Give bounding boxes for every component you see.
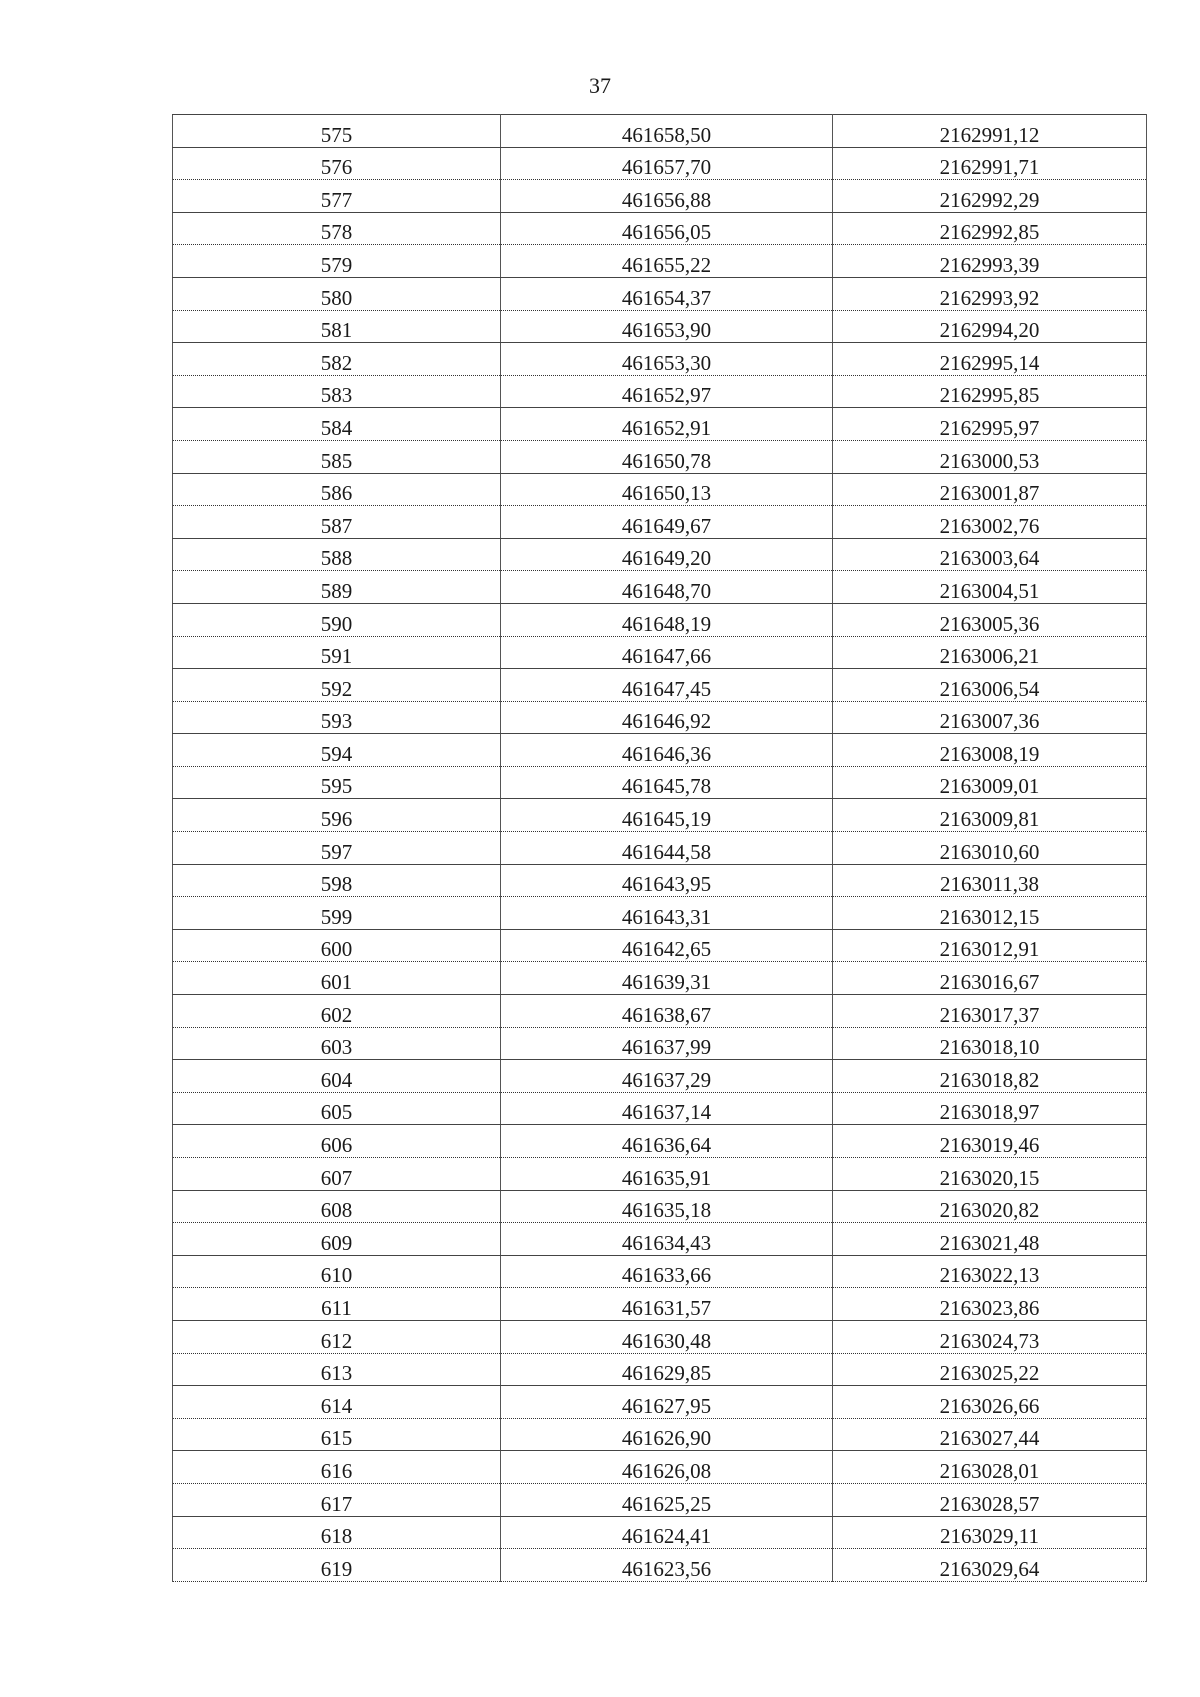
table-row [173, 343, 1147, 376]
x-coordinate-cell: 461649,20 [501, 538, 833, 571]
x-coordinate-cell: 461647,45 [501, 669, 833, 702]
table-row [173, 995, 1147, 1028]
point-number-cell: 617 [173, 1483, 501, 1516]
x-coordinate-cell: 461623,56 [501, 1549, 833, 1582]
x-coordinate-cell: 461635,18 [501, 1190, 833, 1223]
table-row [173, 1353, 1147, 1386]
table-row [173, 1549, 1147, 1582]
table-row [173, 1092, 1147, 1125]
point-number-cell: 609 [173, 1223, 501, 1256]
x-coordinate-cell: 461626,90 [501, 1418, 833, 1451]
y-coordinate-cell: 2163012,91 [833, 929, 1147, 962]
table-row [173, 1158, 1147, 1191]
y-coordinate-cell: 2163018,10 [833, 1027, 1147, 1060]
x-coordinate-cell: 461629,85 [501, 1353, 833, 1386]
x-coordinate-cell: 461648,70 [501, 571, 833, 604]
y-coordinate-cell: 2163008,19 [833, 734, 1147, 767]
y-coordinate-cell: 2162992,85 [833, 212, 1147, 245]
y-coordinate-cell: 2162991,71 [833, 147, 1147, 180]
point-number-cell: 582 [173, 343, 501, 376]
x-coordinate-cell: 461647,66 [501, 636, 833, 669]
y-coordinate-cell: 2163003,64 [833, 538, 1147, 571]
x-coordinate-cell: 461644,58 [501, 832, 833, 865]
table-row [173, 603, 1147, 636]
table-row [173, 1255, 1147, 1288]
x-coordinate-cell: 461642,65 [501, 929, 833, 962]
table-row [173, 212, 1147, 245]
y-coordinate-cell: 2162995,85 [833, 375, 1147, 408]
x-coordinate-cell: 461643,31 [501, 897, 833, 930]
x-coordinate-cell: 461646,36 [501, 734, 833, 767]
point-number-cell: 600 [173, 929, 501, 962]
y-coordinate-cell: 2163000,53 [833, 440, 1147, 473]
table-row [173, 180, 1147, 213]
point-number-cell: 613 [173, 1353, 501, 1386]
x-coordinate-cell: 461652,91 [501, 408, 833, 441]
x-coordinate-cell: 461631,57 [501, 1288, 833, 1321]
y-coordinate-cell: 2162994,20 [833, 310, 1147, 343]
table-row [173, 277, 1147, 310]
point-number-cell: 603 [173, 1027, 501, 1060]
table-row [173, 1451, 1147, 1484]
point-number-cell: 576 [173, 147, 501, 180]
point-number-cell: 593 [173, 701, 501, 734]
point-number-cell: 583 [173, 375, 501, 408]
table-row [173, 473, 1147, 506]
point-number-cell: 598 [173, 864, 501, 897]
x-coordinate-cell: 461633,66 [501, 1255, 833, 1288]
table-row [173, 408, 1147, 441]
x-coordinate-cell: 461645,19 [501, 799, 833, 832]
y-coordinate-cell: 2163021,48 [833, 1223, 1147, 1256]
coordinates-table [172, 114, 1147, 1582]
coordinates-table-body [173, 115, 1147, 1582]
x-coordinate-cell: 461630,48 [501, 1320, 833, 1353]
x-coordinate-cell: 461626,08 [501, 1451, 833, 1484]
point-number-cell: 607 [173, 1158, 501, 1191]
x-coordinate-cell: 461652,97 [501, 375, 833, 408]
table-row [173, 245, 1147, 278]
x-coordinate-cell: 461653,30 [501, 343, 833, 376]
x-coordinate-cell: 461637,14 [501, 1092, 833, 1125]
y-coordinate-cell: 2163001,87 [833, 473, 1147, 506]
table-row [173, 1125, 1147, 1158]
point-number-cell: 588 [173, 538, 501, 571]
x-coordinate-cell: 461627,95 [501, 1386, 833, 1419]
point-number-cell: 578 [173, 212, 501, 245]
x-coordinate-cell: 461634,43 [501, 1223, 833, 1256]
x-coordinate-cell: 461624,41 [501, 1516, 833, 1549]
y-coordinate-cell: 2163007,36 [833, 701, 1147, 734]
x-coordinate-cell: 461637,29 [501, 1060, 833, 1093]
y-coordinate-cell: 2163010,60 [833, 832, 1147, 865]
y-coordinate-cell: 2162993,92 [833, 277, 1147, 310]
y-coordinate-cell: 2163017,37 [833, 995, 1147, 1028]
y-coordinate-cell: 2162995,97 [833, 408, 1147, 441]
table-row [173, 1288, 1147, 1321]
point-number-cell: 605 [173, 1092, 501, 1125]
table-row [173, 929, 1147, 962]
table-row [173, 1060, 1147, 1093]
point-number-cell: 619 [173, 1549, 501, 1582]
y-coordinate-cell: 2163024,73 [833, 1320, 1147, 1353]
point-number-cell: 602 [173, 995, 501, 1028]
table-row [173, 571, 1147, 604]
y-coordinate-cell: 2163004,51 [833, 571, 1147, 604]
point-number-cell: 604 [173, 1060, 501, 1093]
table-row [173, 440, 1147, 473]
y-coordinate-cell: 2163020,15 [833, 1158, 1147, 1191]
x-coordinate-cell: 461635,91 [501, 1158, 833, 1191]
y-coordinate-cell: 2163011,38 [833, 864, 1147, 897]
point-number-cell: 580 [173, 277, 501, 310]
point-number-cell: 587 [173, 506, 501, 539]
y-coordinate-cell: 2162995,14 [833, 343, 1147, 376]
point-number-cell: 575 [173, 115, 501, 148]
point-number-cell: 615 [173, 1418, 501, 1451]
x-coordinate-cell: 461658,50 [501, 115, 833, 148]
point-number-cell: 614 [173, 1386, 501, 1419]
table-row [173, 1223, 1147, 1256]
x-coordinate-cell: 461654,37 [501, 277, 833, 310]
table-row [173, 147, 1147, 180]
y-coordinate-cell: 2163018,97 [833, 1092, 1147, 1125]
table-row [173, 1386, 1147, 1419]
table-row [173, 506, 1147, 539]
table-row [173, 1190, 1147, 1223]
point-number-cell: 586 [173, 473, 501, 506]
table-row [173, 1320, 1147, 1353]
table-row [173, 538, 1147, 571]
x-coordinate-cell: 461639,31 [501, 962, 833, 995]
x-coordinate-cell: 461656,88 [501, 180, 833, 213]
y-coordinate-cell: 2163028,57 [833, 1483, 1147, 1516]
table-row [173, 1418, 1147, 1451]
table-row [173, 636, 1147, 669]
x-coordinate-cell: 461645,78 [501, 766, 833, 799]
y-coordinate-cell: 2163023,86 [833, 1288, 1147, 1321]
y-coordinate-cell: 2163005,36 [833, 603, 1147, 636]
x-coordinate-cell: 461646,92 [501, 701, 833, 734]
y-coordinate-cell: 2162992,29 [833, 180, 1147, 213]
table-row [173, 962, 1147, 995]
x-coordinate-cell: 461655,22 [501, 245, 833, 278]
point-number-cell: 599 [173, 897, 501, 930]
x-coordinate-cell: 461638,67 [501, 995, 833, 1028]
table-row [173, 115, 1147, 148]
point-number-cell: 594 [173, 734, 501, 767]
x-coordinate-cell: 461653,90 [501, 310, 833, 343]
point-number-cell: 577 [173, 180, 501, 213]
y-coordinate-cell: 2163016,67 [833, 962, 1147, 995]
table-row [173, 310, 1147, 343]
point-number-cell: 592 [173, 669, 501, 702]
x-coordinate-cell: 461650,78 [501, 440, 833, 473]
point-number-cell: 595 [173, 766, 501, 799]
x-coordinate-cell: 461636,64 [501, 1125, 833, 1158]
table-row [173, 701, 1147, 734]
x-coordinate-cell: 461649,67 [501, 506, 833, 539]
table-row [173, 375, 1147, 408]
point-number-cell: 597 [173, 832, 501, 865]
y-coordinate-cell: 2163029,11 [833, 1516, 1147, 1549]
y-coordinate-cell: 2163029,64 [833, 1549, 1147, 1582]
x-coordinate-cell: 461650,13 [501, 473, 833, 506]
point-number-cell: 611 [173, 1288, 501, 1321]
y-coordinate-cell: 2163019,46 [833, 1125, 1147, 1158]
y-coordinate-cell: 2163027,44 [833, 1418, 1147, 1451]
point-number-cell: 618 [173, 1516, 501, 1549]
point-number-cell: 579 [173, 245, 501, 278]
y-coordinate-cell: 2163012,15 [833, 897, 1147, 930]
point-number-cell: 616 [173, 1451, 501, 1484]
y-coordinate-cell: 2163006,54 [833, 669, 1147, 702]
point-number-cell: 601 [173, 962, 501, 995]
point-number-cell: 581 [173, 310, 501, 343]
y-coordinate-cell: 2163026,66 [833, 1386, 1147, 1419]
x-coordinate-cell: 461637,99 [501, 1027, 833, 1060]
y-coordinate-cell: 2163002,76 [833, 506, 1147, 539]
point-number-cell: 612 [173, 1320, 501, 1353]
table-row [173, 1516, 1147, 1549]
x-coordinate-cell: 461657,70 [501, 147, 833, 180]
y-coordinate-cell: 2163020,82 [833, 1190, 1147, 1223]
y-coordinate-cell: 2163022,13 [833, 1255, 1147, 1288]
point-number-cell: 608 [173, 1190, 501, 1223]
point-number-cell: 610 [173, 1255, 501, 1288]
x-coordinate-cell: 461625,25 [501, 1483, 833, 1516]
y-coordinate-cell: 2162991,12 [833, 115, 1147, 148]
table-row [173, 799, 1147, 832]
table-row [173, 669, 1147, 702]
table-row [173, 832, 1147, 865]
point-number-cell: 584 [173, 408, 501, 441]
y-coordinate-cell: 2163025,22 [833, 1353, 1147, 1386]
point-number-cell: 590 [173, 603, 501, 636]
y-coordinate-cell: 2163009,81 [833, 799, 1147, 832]
x-coordinate-cell: 461643,95 [501, 864, 833, 897]
x-coordinate-cell: 461648,19 [501, 603, 833, 636]
table-row [173, 1027, 1147, 1060]
table-row [173, 734, 1147, 767]
point-number-cell: 585 [173, 440, 501, 473]
page-number: 37 [589, 73, 611, 98]
table-row [173, 766, 1147, 799]
point-number-cell: 589 [173, 571, 501, 604]
y-coordinate-cell: 2163006,21 [833, 636, 1147, 669]
point-number-cell: 596 [173, 799, 501, 832]
table-row [173, 1483, 1147, 1516]
x-coordinate-cell: 461656,05 [501, 212, 833, 245]
y-coordinate-cell: 2162993,39 [833, 245, 1147, 278]
y-coordinate-cell: 2163018,82 [833, 1060, 1147, 1093]
y-coordinate-cell: 2163028,01 [833, 1451, 1147, 1484]
table-row [173, 864, 1147, 897]
point-number-cell: 591 [173, 636, 501, 669]
point-number-cell: 606 [173, 1125, 501, 1158]
table-row [173, 897, 1147, 930]
y-coordinate-cell: 2163009,01 [833, 766, 1147, 799]
